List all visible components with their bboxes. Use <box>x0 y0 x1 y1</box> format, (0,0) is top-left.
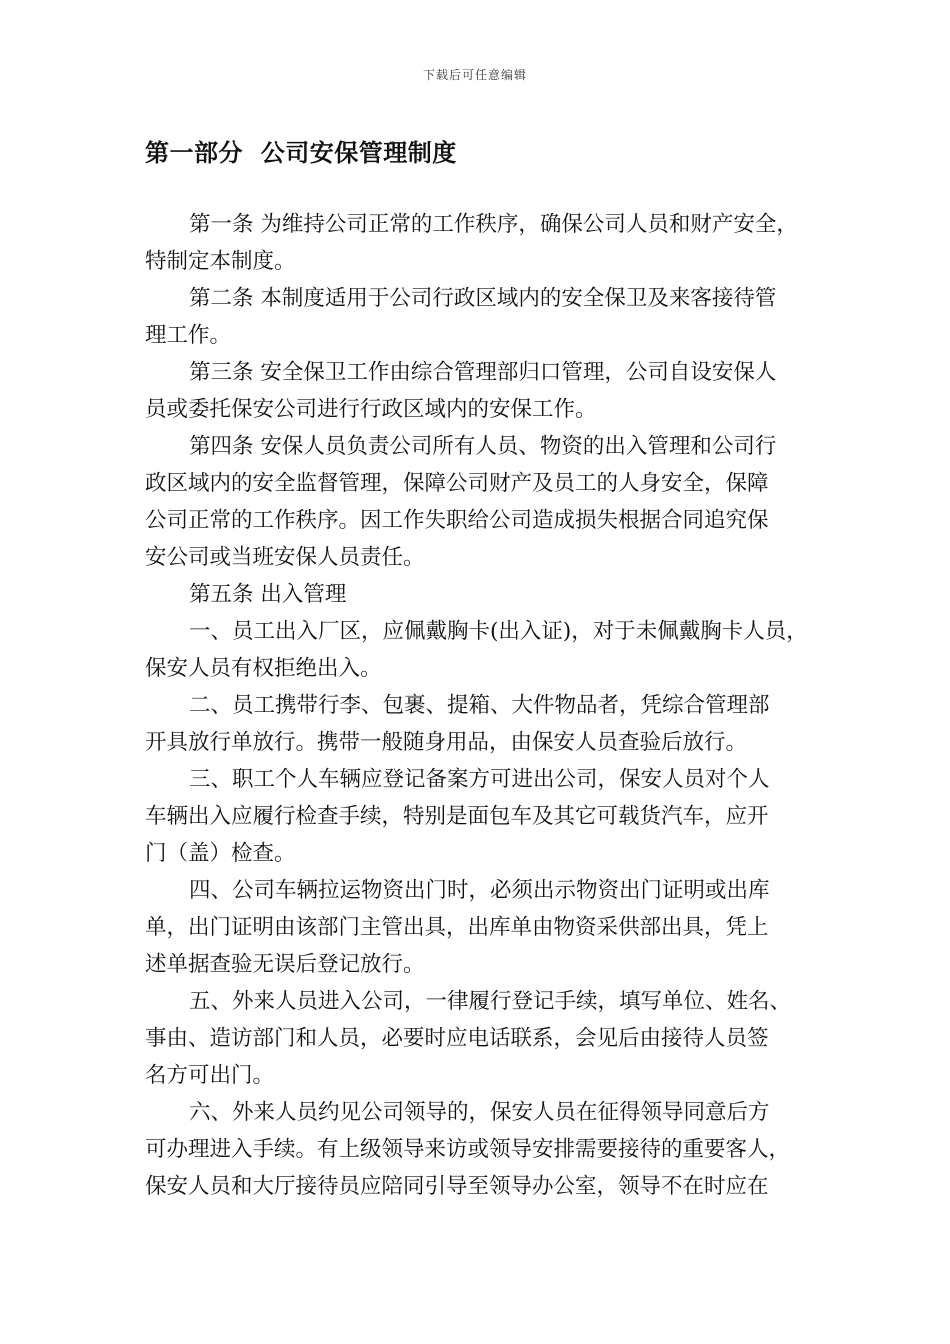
text-line: 事由、造访部门和人员，必要时应电话联系，会见后由接待人员签 <box>145 1026 769 1051</box>
document-body <box>145 206 810 1205</box>
text-line: 公司正常的工作秩序。因工作失职给公司造成损失根据合同追究保 <box>145 508 769 533</box>
text-line: 员或委托保安公司进行行政区域内的安保工作。 <box>145 397 597 422</box>
text-line: 一、员工出入厂区，应佩戴胸卡(出入证)，对于未佩戴胸卡人员， <box>189 619 808 644</box>
text-line: 六、外来人员约见公司领导的，保安人员在征得领导同意后方 <box>189 1100 770 1125</box>
text-line: 车辆出入应履行检查手续，特别是面包车及其它可载货汽车，应开 <box>145 804 769 829</box>
text-line: 第五条 出入管理 <box>189 582 347 607</box>
text-line: 政区域内的安全监督管理，保障公司财产及员工的人身安全，保障 <box>145 471 769 496</box>
text-line: 保安人员有权拒绝出入。 <box>145 656 382 681</box>
text-line: 五、外来人员进入公司，一律履行登记手续，填写单位、姓名、 <box>189 989 792 1014</box>
text-line: 名方可出门。 <box>145 1063 275 1088</box>
page-header-note: 下载后可任意编辑 <box>422 68 527 82</box>
text-line: 第四条 安保人员负责公司所有人员、物资的出入管理和公司行 <box>189 434 777 459</box>
text-line: 第一条 为维持公司正常的工作秩序，确保公司人员和财产安全， <box>189 212 798 237</box>
text-line: 三、职工个人车辆应登记备案方可进出公司，保安人员对个人 <box>189 767 770 792</box>
text-line: 理工作。 <box>145 323 232 348</box>
text-line: 第二条 本制度适用于公司行政区域内的安全保卫及来客接待管 <box>189 286 777 311</box>
text-line: 保安人员和大厅接待员应陪同引导至领导办公室，领导不在时应在 <box>145 1174 769 1199</box>
text-line: 二、员工携带行李、包裹、提箱、大件物品者，凭综合管理部 <box>189 693 770 718</box>
text-line: 第三条 安全保卫工作由综合管理部归口管理，公司自设安保人 <box>189 360 777 385</box>
text-line: 开具放行单放行。携带一般随身用品，由保安人员查验后放行。 <box>145 730 748 755</box>
text-line: 述单据查验无误后登记放行。 <box>145 952 425 977</box>
text-line: 特制定本制度。 <box>145 249 296 274</box>
document-title: 第一部分 公司安保管理制度 <box>145 139 457 167</box>
text-line: 可办理进入手续。有上级领导来访或领导安排需要接待的重要客人， <box>145 1137 791 1162</box>
text-line: 四、公司车辆拉运物资出门时，必须出示物资出门证明或出库 <box>189 878 770 903</box>
text-line: 安公司或当班安保人员责任。 <box>145 545 425 570</box>
text-line: 门（盖）检查。 <box>145 841 296 866</box>
text-line: 单，出门证明由该部门主管出具，出库单由物资采供部出具，凭上 <box>145 915 769 940</box>
